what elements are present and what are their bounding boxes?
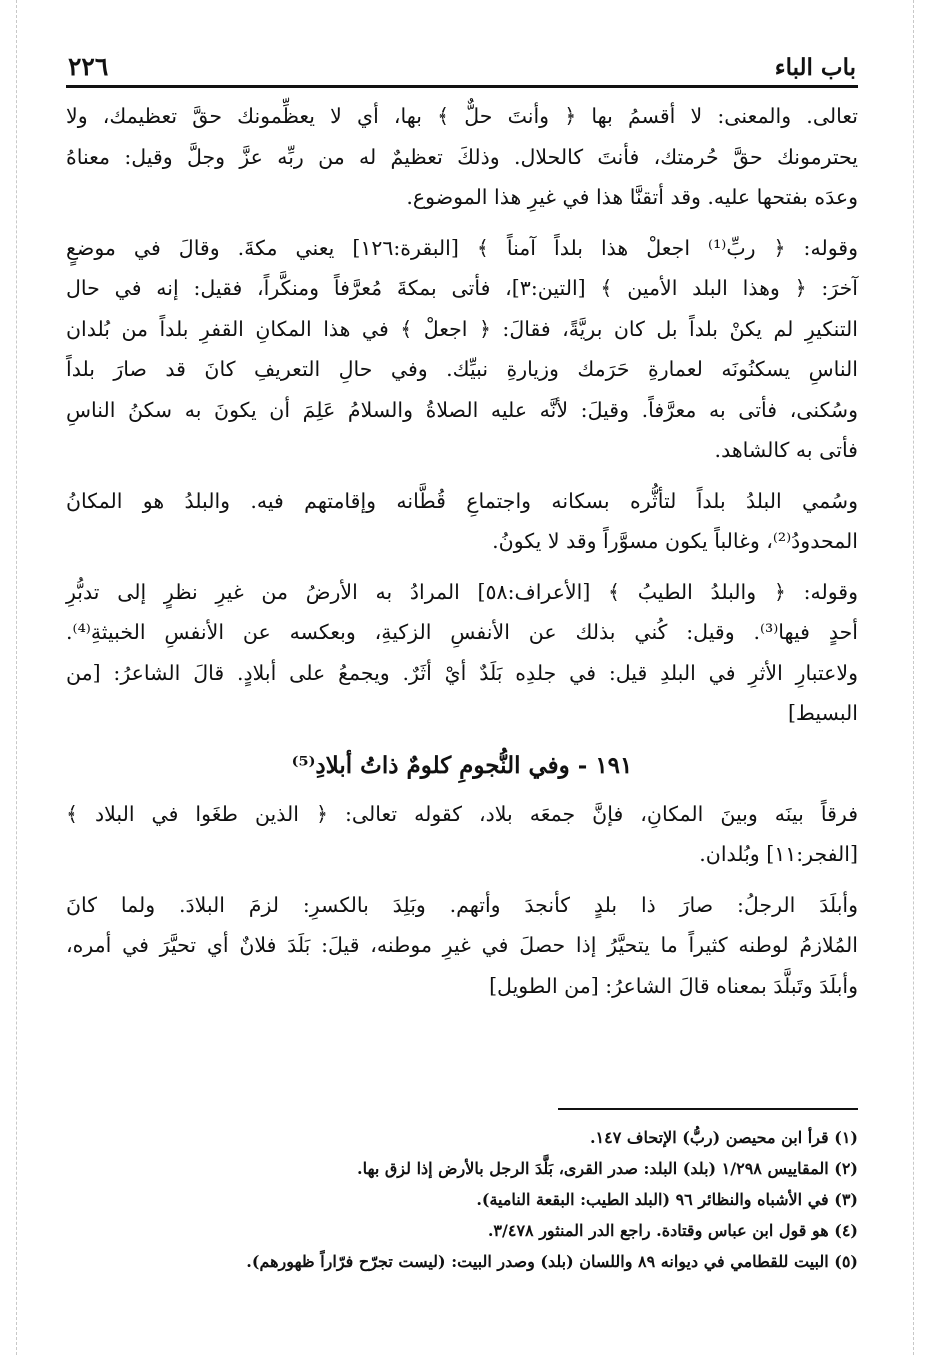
text-line: تعالى. والمعنى: لا أقسمُ بها ﴿ وأنتَ حلٌّ ﴾ بها، أي لا يعظِّمونك حقَّ تعظيمك، ولا (66, 104, 858, 128)
text-line: ولاعتبارِ الأثرِ في البلدِ قيل: في جلدِه بَلَدٌ أيْ أثَرٌ. ويجمعُ على أبلادٍ. قالَ الشاعرُ: [من (66, 660, 858, 685)
text-line: المحدودُ⁽²⁾، وغالباً يكون مسوَّراً وقد لا يكونُ. (492, 529, 858, 553)
paragraph-6 (66, 885, 858, 1007)
footnote: (٢) المقاييس ١/٢٩٨ (بلد) البلد: صدر القرى، بَلَّدَ الرجل بالأرض إذا لزق بها. (357, 1159, 858, 1178)
paragraph-5 (66, 794, 858, 875)
paragraph-1 (66, 96, 858, 218)
text-line: وسُكنى، فأتى به معرَّفاً. وقيلَ: لأنَّه عليه الصلاةُ والسلامُ عَلِمَ أن يكونَ به سكنُ الناسِ (66, 397, 858, 422)
text-line: آخرَ: ﴿ وهذا البلد الأمين ﴾ [التين:٣]، فأتى بمكةَ مُعرَّفاً ومنكَّراً، فقيل: إنه في حال (66, 276, 859, 300)
paragraph-4 (66, 572, 858, 734)
text-line: وأبلَدَ وتَبلَّدَ بمعناه قالَ الشاعرُ: [من الطويل] (489, 973, 858, 998)
text-line: يحترمونك حقَّ حُرمتك، فأنتَ كالحلال. وذلكَ تعظيمٌ له من ربِّه عزَّ وجلَّ وقيل: معناهُ (66, 144, 858, 169)
poetry-verse: ١٩١ - وفي النُّجومِ كلومٌ ذاتُ أبلادِ⁽⁵⁾ (291, 751, 633, 779)
text-line: وسُمي البلدُ بلداً لتأثُّره بسكانه واجتماعِ قُطَّانه وإقامتهم فيه. والبلدُ هو المكانُ (66, 488, 858, 513)
body-text (66, 96, 858, 1006)
text-line: فأتى به كالشاهد. (714, 438, 858, 462)
text-line: وقوله: ﴿ والبلدُ الطيبُ ﴾ [الأعراف:٥٨] المرادُ به الأرضُ من غيرِ نظرٍ إلى تدبُّرِ (66, 579, 858, 604)
text-line: وأبلَدَ الرجلُ: صارَ ذا بلدٍ كأنجدَ وأتهم. وبَلِدَ بالكسرِ: لزمَ البلادَ. ولما كانَ (66, 892, 858, 917)
text-line: [الفجر:١١] وبُلدان. (699, 842, 858, 866)
text-line: التنكيرِ لم يكنْ بلداً بل كان بريَّةً، فقالَ: ﴿ اجعلْ ﴾ في هذا المكانِ القفرِ بلداً من بُلدان (66, 316, 858, 341)
text-line: وقوله: ﴿ ربِّ⁽¹⁾ اجعلْ هذا بلداً آمناً ﴾ [البقرة:١٢٦] يعني مكةَ. وقالَ في موضعٍ (66, 235, 858, 260)
paragraph-3 (66, 481, 858, 562)
footnote: (١) قرأ ابن محيصن (ربُّ) الإتحاف ١٤٧. (589, 1128, 858, 1147)
text-line: أحدٍ فيها⁽³⁾. وقيل: كُني بذلك عن الأنفسِ الزكيةِ، وبعكسه عن الأنفسِ الخبيثةِ⁽⁴⁾. (66, 620, 858, 644)
scan-edge-right (913, 0, 914, 1355)
footnotes (66, 1122, 858, 1277)
text-line: المُلازمُ لوطنه كثيراً ما يتحيَّرُ إذا حصلَ في غيرِ موطنه، قيلَ: بَلَدَ فلانٌ أي تحيَّرَ في أمره، (66, 933, 858, 957)
footnote-rule (558, 1108, 858, 1110)
scan-edge-left (16, 0, 17, 1355)
text-line: وعدَه بفتحها عليه. وقد أتقنَّا هذا في غيرِ هذا الموضوع. (406, 185, 858, 209)
footnote: (٣) في الأشباه والنظائر ٩٦ (البلد الطيب: البقعة النامية). (476, 1190, 858, 1209)
footnote: (٥) البيت للقطامي في ديوانه ٨٩ واللسان (بلد) وصدر البيت: (ليست تجرّح فرّاراً ظهورهم). (246, 1252, 858, 1271)
text-line: البسيط] (787, 701, 858, 725)
chapter-title: باب الباء (774, 54, 856, 81)
footnote: (٤) هو قول ابن عباس وقتادة. راجع الدر المنثور ٣/٤٧٨. (487, 1221, 858, 1240)
text-line: فرقاً بينَه وبينَ المكانِ، فإنَّ جمعَه بلاد، كقوله تعالى: ﴿ الذين طغَوا في البلاد ﴾ (66, 801, 858, 826)
paragraph-2 (66, 228, 858, 471)
page-number: ٢٢٦ (68, 52, 109, 81)
text-line: الناسِ يسكنُونَه لعمارةِ حَرَمك وزيارةِ نبيِّك. وفي حالِ التعريفِ كانَ قد صارَ بلداً (66, 357, 858, 381)
running-head (66, 52, 858, 88)
